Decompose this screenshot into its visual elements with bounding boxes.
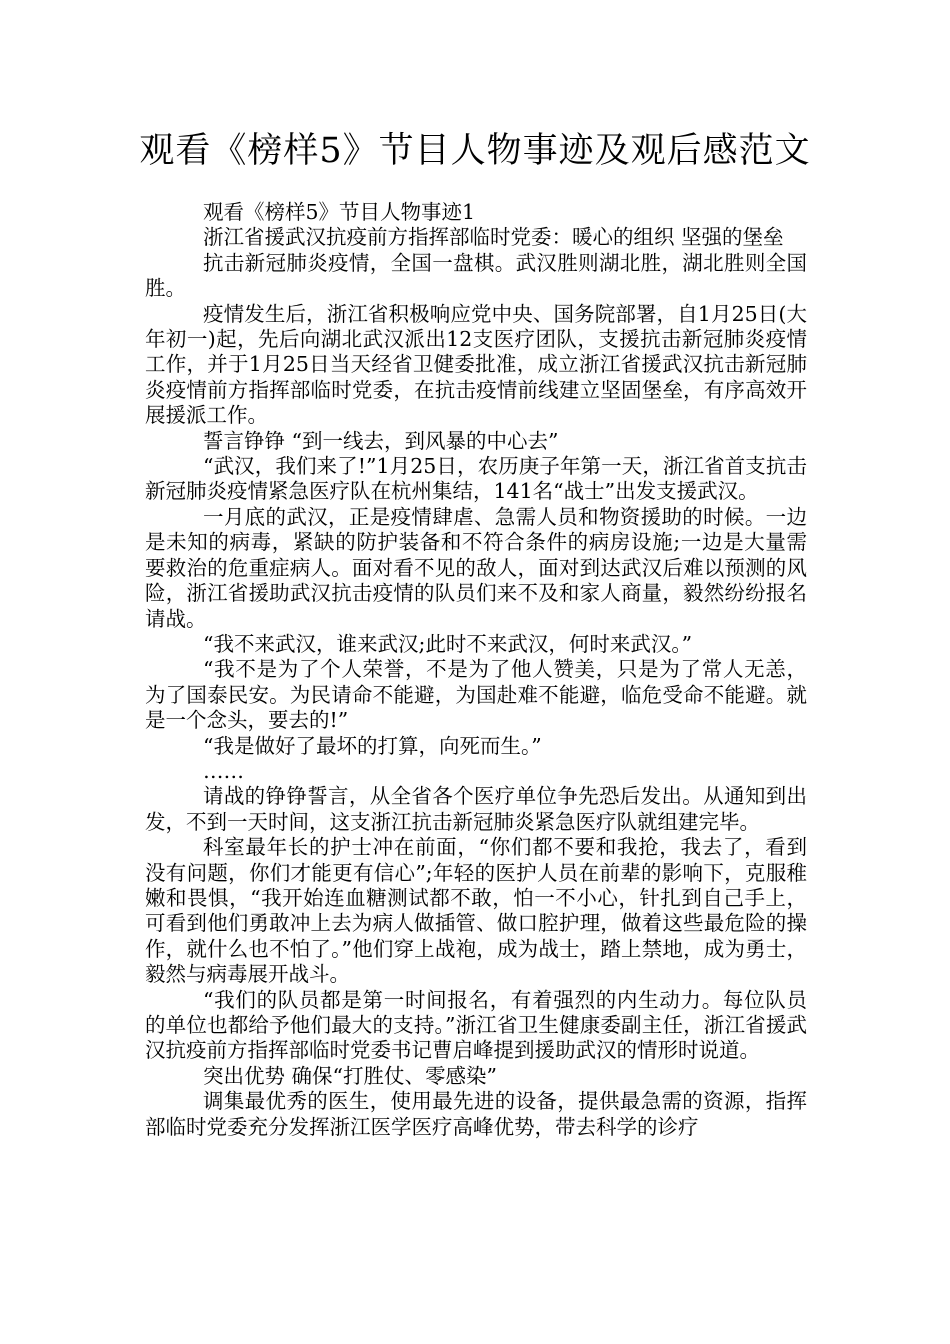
paragraph-ellipsis: …… <box>203 758 244 783</box>
document-title: 观看《榜样5》节目人物事迹及观后感范文 <box>139 131 811 171</box>
paragraph: 请战的铮铮誓言，从全省各个医疗单位争先恐后发出。从通知到出发，不到一天时间，这支浙江抗击新冠肺炎紧急医疗队就组建完毕。 <box>145 784 807 834</box>
paragraph: “我们的队员都是第一时间报名，有着强烈的内生动力。每位队员的单位也都给予他们最大的支持。”浙江省卫生健康委副主任，浙江省援武汉抗疫前方指挥部临时党委书记曹启峰提到援助武汉的情形时说道。 <box>145 987 807 1063</box>
paragraph: 调集最优秀的医生，使用最先进的设备，提供最急需的资源，指挥部临时党委充分发挥浙江医学医疗高峰优势，带去科学的诊疗 <box>145 1089 807 1139</box>
paragraph: 一月底的武汉，正是疫情肆虐、急需人员和物资援助的时候。一边是未知的病毒，紧缺的防护装备和不符合条件的病房设施;一边是大量需要救治的危重症病人。面对看不见的敌人，面对到达武汉后难以预测的风险，浙江省援助武汉抗击疫情的队员们来不及和家人商量，毅然纷纷报名请战。 <box>145 504 807 631</box>
paragraph: 浙江省援武汉抗疫前方指挥部临时党委：暖心的组织 坚强的堡垒 <box>203 225 784 250</box>
paragraph: 疫情发生后，浙江省积极响应党中央、国务院部署，自1月25日(大年初一)起，先后向湖北武汉派出12支医疗团队，支援抗击新冠肺炎疫情工作，并于1月25日当天经省卫健委批准，成立浙江省援武汉抗击新冠肺炎疫情前方指挥部临时党委，在抗击疫情前线建立坚固堡垒，有序高效开展援派工作。 <box>145 301 807 428</box>
paragraph-subheading: 誓言铮铮 “到一线去，到风暴的中心去” <box>203 428 559 453</box>
paragraph: “武汉，我们来了!”1月25日，农历庚子年第一天，浙江省首支抗击新冠肺炎疫情紧急医疗队在杭州集结，141名“战士”出发支援武汉。 <box>145 454 807 504</box>
paragraph-subheading: 突出优势 确保“打胜仗、零感染” <box>203 1063 497 1088</box>
paragraph: 抗击新冠肺炎疫情，全国一盘棋。武汉胜则湖北胜，湖北胜则全国胜。 <box>145 250 807 301</box>
paragraph-quote: “我不是为了个人荣誉，不是为了他人赞美，只是为了常人无恙，为了国泰民安。为民请命不能避，为国赴难不能避，临危受命不能避。就是一个念头，要去的!” <box>145 657 807 733</box>
paragraph-quote: “我不来武汉，谁来武汉;此时不来武汉，何时来武汉。” <box>203 631 693 656</box>
paragraph-quote: “我是做好了最坏的打算，向死而生。” <box>203 733 542 758</box>
paragraph: 科室最年长的护士冲在前面，“你们都不要和我抢，我去了，看到没有问题，你们才能更有信心”;年轻的医护人员在前辈的影响下，克服稚嫩和畏惧，“我开始连血糖测试都不敢，怕一不小心，针扎到自己手上，可看到他们勇敢冲上去为病人做插管、做口腔护理，做着这些最危险的操作，就什么也不怕了。”他们穿上战袍，成为战士，踏上禁地，成为勇士，毅然与病毒展开战斗。 <box>145 835 807 987</box>
paragraph-subheading: 观看《榜样5》节目人物事迹1 <box>203 200 476 224</box>
document-body <box>145 200 807 1140</box>
